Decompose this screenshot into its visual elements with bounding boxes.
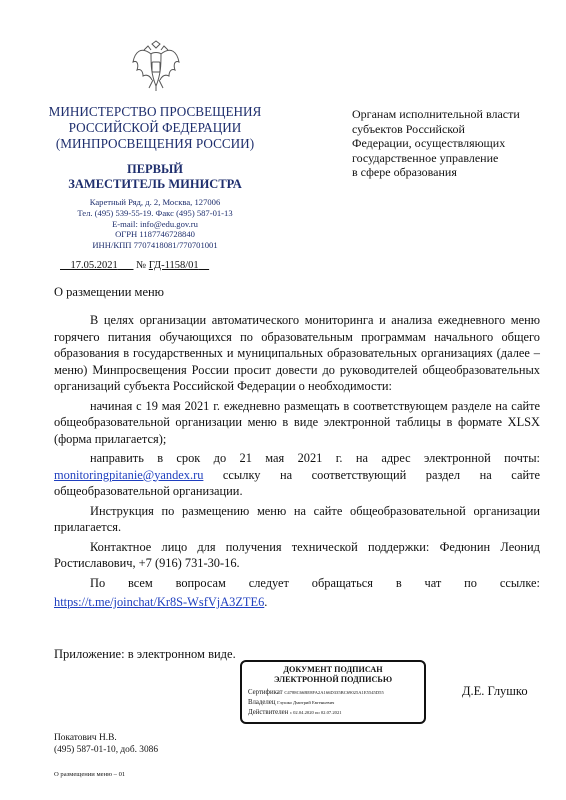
e-signature-title — [242, 665, 424, 684]
registration-number-label: № — [136, 260, 147, 271]
p3-text-end: ссылку на соответствующий раздел на сайте общеобразовательной организации. — [54, 467, 540, 498]
position-title — [30, 162, 280, 192]
addressee-line5: в сфере образования — [352, 165, 457, 180]
ministry-inn: ИНН/КПП 7707418081/770701001 — [92, 240, 218, 251]
e-signature-title-line2: ЭЛЕКТРОННОЙ ПОДПИСЬЮ — [273, 674, 393, 684]
owner-row — [248, 699, 334, 706]
ministry-short-name: (МИНПРОСВЕЩЕНИЯ РОССИИ) — [55, 136, 255, 151]
e-signature-title-line1: ДОКУМЕНТ ПОДПИСАН — [283, 665, 383, 674]
letter-body — [54, 312, 540, 614]
ministry-address: Каретный Ряд, д. 2, Москва, 127006 — [89, 197, 221, 207]
executor-name: Покатович Н.В. — [54, 733, 117, 743]
executor — [54, 732, 158, 756]
chat-link[interactable]: https://t.me/joinchat/Kr8S-WsfVjA3ZTE6 — [54, 595, 265, 609]
ministry-line2: РОССИЙСКОЙ ФЕДЕРАЦИИ — [68, 120, 242, 135]
p3-text-start: направить в срок до 21 мая 2021 г. на адрес электронной почты: — [90, 451, 540, 465]
letter-subject: О размещении меню — [54, 285, 165, 299]
certificate-value: C4788C66BE8FA2A166D335BC69025A1E5545D55 — [284, 690, 384, 695]
chat-link-line — [54, 594, 540, 611]
body-paragraph-4: Инструкция по размещению меню на сайте общеобразовательной организации прилагается. — [54, 503, 540, 534]
ministry-name — [30, 104, 280, 152]
chat-link-period: . — [264, 595, 268, 609]
position-line2: ЗАМЕСТИТЕЛЬ МИНИСТРА — [68, 177, 242, 191]
addressee-line3: Федерации, осуществляющих — [352, 136, 506, 151]
ministry-phone: Тел. (495) 539-55-19. Факс (495) 587-01-13 — [77, 207, 233, 218]
certificate-label: Сертификат — [248, 689, 283, 696]
body-paragraph-1: В целях организации автоматического мониторинга и анализа ежедневного меню горячего питания обучающихся по образовательным программам начального общего образования в государственных и муниципальных образовательных организациях (далее – меню) Минпросвещения России просит довести до руководителей общеобразовательных организаций субъекта Российской Федерации о необходимости: — [54, 313, 540, 393]
validity-value: с 02.04.2020 по 02.07.2021 — [289, 710, 342, 715]
body-paragraph-6: По всем вопросам следует обращаться в чат по ссылке: — [90, 575, 540, 590]
attachment-note: Приложение: в электронном виде. — [54, 647, 236, 661]
ministry-ogrn: ОГРН 1187746728840 — [115, 229, 195, 240]
certificate-row — [248, 689, 384, 696]
owner-label: Владелец — [248, 699, 276, 706]
ministry-email: E-mail: info@edu.gov.ru — [112, 218, 198, 229]
executor-phone: (495) 587-01-10, доб. 3086 — [54, 745, 159, 755]
body-paragraph-3 — [54, 450, 540, 500]
ministry-line1: МИНИСТЕРСТВО ПРОСВЕЩЕНИЯ — [48, 104, 262, 119]
registration-line — [60, 260, 209, 271]
owner-value: Глушко Дмитрий Евгеньевич — [277, 700, 335, 705]
body-paragraph-2: начиная с 19 мая 2021 г. ежедневно размещать в соответствующем разделе на сайте общеобразовательной организации меню в виде электронной таблицы в формате XLSX (форма прилагается); — [54, 398, 540, 446]
addressee-line1: Органам исполнительной власти — [352, 107, 520, 121]
position-line1: ПЕРВЫЙ — [126, 162, 184, 176]
validity-label: Действителен — [248, 709, 289, 716]
addressee-line2: субъектов Российской — [352, 121, 465, 136]
e-signature-stamp — [240, 660, 426, 724]
registration-number: ГД-1158/01 — [148, 260, 199, 271]
addressee-line4: государственное управление — [352, 150, 499, 165]
addressee — [352, 107, 552, 180]
signer-name: Д.Е. Глушко — [462, 684, 528, 698]
registration-date: 17.05.2021 — [70, 260, 118, 271]
state-emblem-icon — [131, 40, 181, 92]
ministry-contacts — [30, 197, 280, 251]
document-footer: О размещении меню – 01 — [54, 771, 126, 778]
support-email-link[interactable]: monitoringpitanie@yandex.ru — [54, 467, 204, 482]
validity-row — [248, 709, 342, 716]
body-paragraph-5: Контактное лицо для получения технической поддержки: Федюнин Леонид Ростиславович, +7 (916) 731-30-16. — [54, 539, 540, 570]
